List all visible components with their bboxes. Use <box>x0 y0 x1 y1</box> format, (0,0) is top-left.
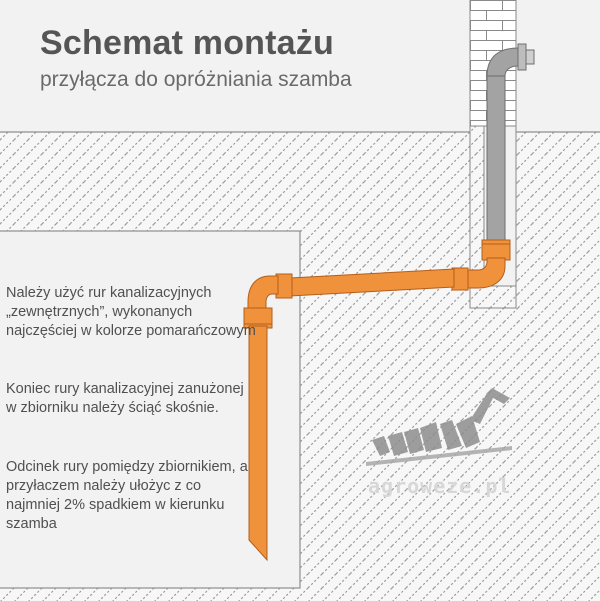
riser-socket <box>482 240 510 260</box>
watermark-text: agroweze.pl <box>368 474 512 498</box>
connector-cap <box>526 50 534 64</box>
note-bevel-cut: Koniec rury kanalizacyjnej zanużonej w zbiorniku należy ściąć skośnie. <box>6 381 244 416</box>
note-slope: Odcinek rury pomiędzy zbiornikiem, a przyłaczem należy ułożyc z co najmniej 2% spadkiem w kierunku szamba <box>6 459 248 532</box>
diagram-subtitle: przyłącza do opróżniania szamba <box>40 68 352 91</box>
connector-flange <box>518 44 526 70</box>
gray-riser-pipe <box>487 74 505 250</box>
diagram-title: Schemat montażu <box>40 24 334 62</box>
note-pipe-type: Należy użyć rur kanalizacyjnych „zewnętrznych”, wykonanych najczęściej w kolorze pomarańczowym <box>6 285 256 339</box>
